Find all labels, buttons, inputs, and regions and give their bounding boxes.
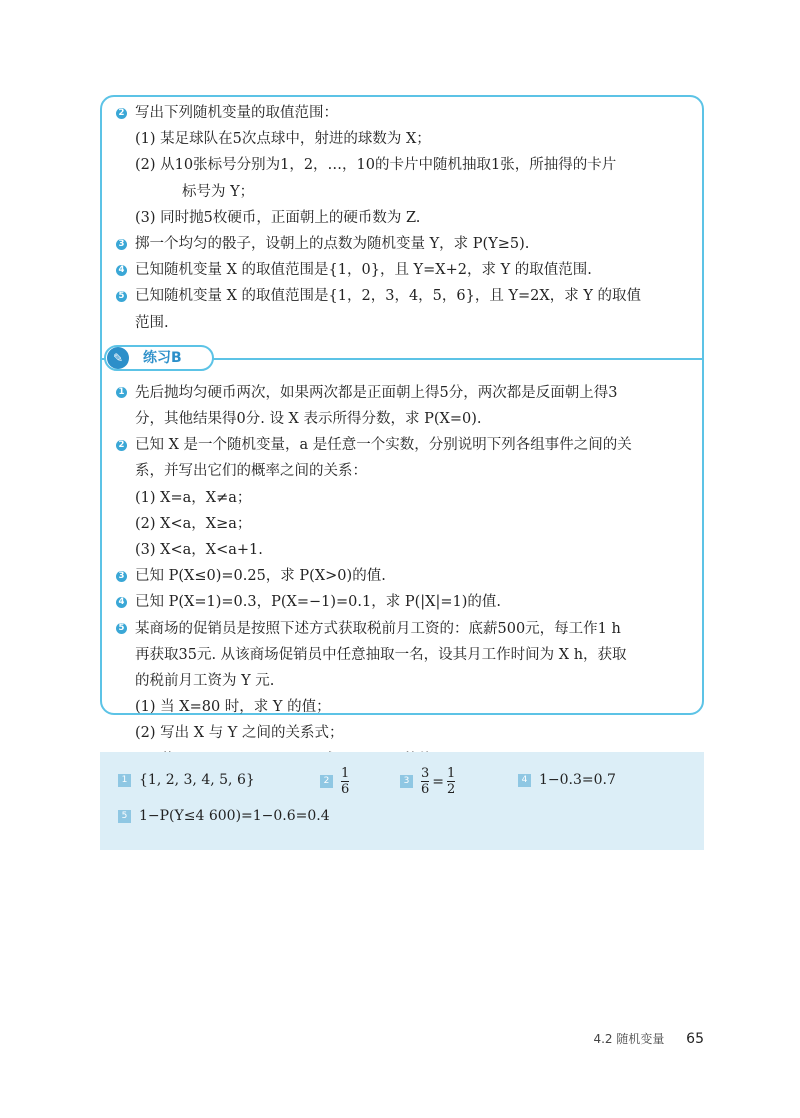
exercise-item <box>116 283 696 309</box>
sub-item: (1) 当 X=80 时，求 Y 的值； <box>135 699 331 716</box>
section-b-title: 练习B <box>143 349 182 366</box>
item-number: 3 <box>116 239 127 250</box>
item-continuation: 分，其他结果得0分. 设 X 表示所得分数，求 P(X=0). <box>135 411 482 428</box>
fraction <box>421 766 429 797</box>
exercise-item <box>116 380 696 406</box>
exercise-a-list <box>116 100 696 336</box>
section-b-badge <box>104 345 214 371</box>
item-number: 5 <box>116 623 127 634</box>
answer-5 <box>118 808 330 824</box>
exercise-item <box>116 589 696 615</box>
answer-number: 3 <box>400 775 413 788</box>
item-continuation: 范围. <box>135 314 169 331</box>
item-text: 已知 X 是一个随机变量，a 是任意一个实数，分别说明下列各组事件之间的关 <box>135 437 632 454</box>
answer-number: 2 <box>320 775 333 788</box>
item-text: 已知随机变量 X 的取值范围是{1，2，3，4，5，6}，且 Y=2X，求 Y 的取值 <box>135 288 642 305</box>
exercise-item <box>116 100 696 126</box>
fraction <box>447 766 455 797</box>
answer-text: 1−0.3=0.7 <box>539 772 616 788</box>
item-text: 掷一个均匀的骰子，设朝上的点数为随机变量 Y，求 P(Y≥5). <box>135 236 530 253</box>
answer-number: 1 <box>118 774 131 787</box>
exercise-item <box>116 432 696 458</box>
exercise-item <box>116 231 696 257</box>
item-text: 某商场的促销员是按照下述方式获取税前月工资的：底薪500元，每工作1 h <box>135 620 621 637</box>
page-footer <box>593 1030 704 1047</box>
sub-item: (2) X<a，X≥a； <box>135 515 252 532</box>
item-text: 写出下列随机变量的取值范围： <box>135 105 338 121</box>
section-label: 4.2 随机变量 <box>593 1032 665 1046</box>
item-continuation: 系，并写出它们的概率之间的关系： <box>135 463 367 480</box>
item-number: 3 <box>116 571 127 582</box>
item-number: 5 <box>116 291 127 302</box>
answer-text: 1−P(Y≤4 600)=1−0.6=0.4 <box>139 808 330 824</box>
item-number: 2 <box>116 108 127 119</box>
pen-icon: ✎ <box>107 347 129 369</box>
answer-number: 5 <box>118 810 131 823</box>
numerator: 3 <box>421 766 430 781</box>
answer-number: 4 <box>518 774 531 787</box>
item-continuation: 再获取35元. 从该商场促销员中任意抽取一名，设其月工作时间为 X h，获取 <box>135 646 627 663</box>
numerator: 1 <box>341 766 350 781</box>
item-number: 4 <box>116 597 127 608</box>
fraction <box>341 766 349 797</box>
sub-item: (2) 从10张标号分别为1，2，…，10的卡片中随机抽取1张，所抽得的卡片 <box>135 157 617 174</box>
page-number: 65 <box>686 1031 704 1047</box>
sub-item: (3) 同时抛5枚硬币，正面朝上的硬币数为 Z. <box>135 209 421 226</box>
item-continuation: 的税前月工资为 Y 元. <box>135 673 275 690</box>
item-number: 2 <box>116 440 127 451</box>
item-text: 已知 P(X=1)=0.3，P(X=−1)=0.1，求 P(|X|=1)的值. <box>135 594 501 611</box>
item-number: 4 <box>116 265 127 276</box>
sub-item: (2) 写出 X 与 Y 之间的关系式； <box>135 725 344 742</box>
denominator: 2 <box>447 782 456 797</box>
answer-text: {1, 2, 3, 4, 5, 6} <box>139 772 255 788</box>
answer-1 <box>118 772 255 788</box>
item-text: 已知 P(X≤0)=0.25，求 P(X>0)的值. <box>135 568 386 585</box>
sub-item: (3) X<a，X<a+1. <box>135 542 263 559</box>
exercise-b-list <box>116 380 696 773</box>
sub-item-continuation: 标号为 Y； <box>182 183 255 200</box>
exercise-item <box>116 257 696 283</box>
answer-box <box>100 752 704 850</box>
numerator: 1 <box>447 766 456 781</box>
section-b-header <box>100 344 696 374</box>
exercise-content <box>112 100 696 773</box>
sub-item: (1) 某足球队在5次点球中，射进的球数为 X； <box>135 131 431 148</box>
exercise-item <box>116 616 696 642</box>
answer-4 <box>518 772 616 788</box>
denominator: 6 <box>421 782 430 797</box>
answer-3 <box>400 766 455 797</box>
equals-sign: = <box>432 773 445 790</box>
item-text: 已知随机变量 X 的取值范围是{1，0}，且 Y=X+2，求 Y 的取值范围. <box>135 262 592 279</box>
item-text: 先后抛均匀硬币两次，如果两次都是正面朝上得5分，两次都是反面朝上得3 <box>135 384 618 401</box>
sub-item: (1) X=a，X≠a； <box>135 489 252 506</box>
exercise-item <box>116 563 696 589</box>
answer-2 <box>320 766 349 797</box>
denominator: 6 <box>341 782 350 797</box>
item-number: 1 <box>116 387 127 398</box>
